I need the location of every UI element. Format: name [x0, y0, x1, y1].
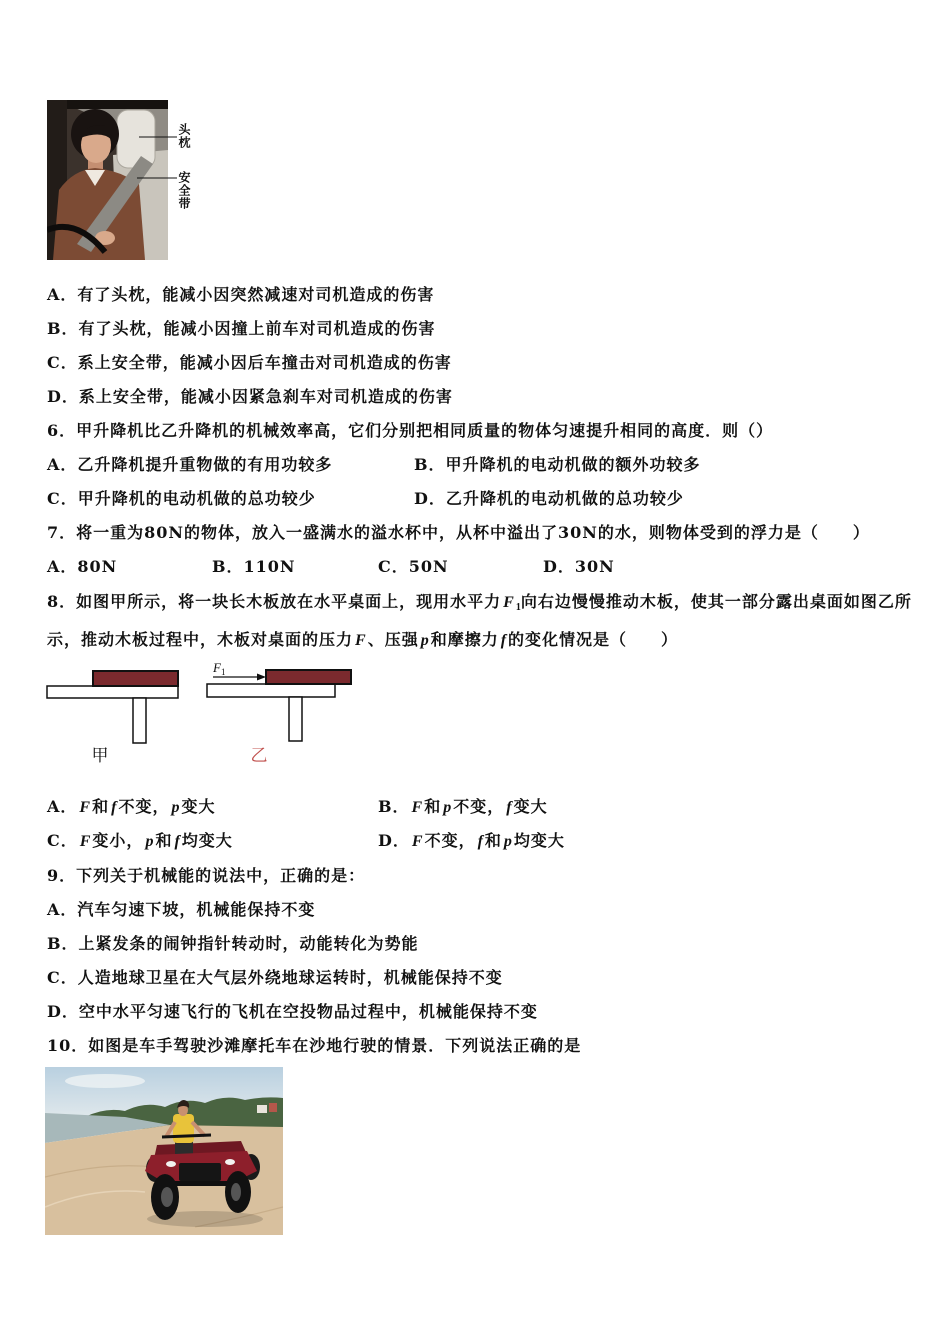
var-symbol: F	[411, 799, 423, 816]
headlight-right	[225, 1159, 235, 1165]
q10-stem: 10．如图是车手驾驶沙滩摩托车在沙地行驶的情景．下列说法正确的是	[47, 1036, 582, 1055]
q8-option-b	[378, 796, 548, 818]
q9-option-a: A．汽车匀速下坡，机械能保持不变	[47, 900, 316, 919]
q6-option-b: B．甲升降机的电动机做的额外功较多	[414, 455, 701, 474]
force-label-symbol: F	[213, 660, 221, 675]
q8-stem-text: 和摩擦力	[430, 630, 499, 649]
var-symbol: f	[111, 799, 117, 816]
var-symbol: F	[79, 833, 91, 850]
option-letter: C．	[47, 831, 78, 850]
option-text: 和	[92, 797, 110, 816]
q9-option-d: D．空中水平匀速飞行的飞机在空投物品过程中，机械能保持不变	[47, 1002, 538, 1021]
var-symbol: p	[503, 833, 512, 850]
q5-option-d: D．系上安全带，能减小因紧急刹车对司机造成的伤害	[47, 387, 453, 406]
var-symbol: f	[506, 799, 512, 816]
q8-stem-text: 的变化情况是（ ）	[508, 630, 679, 649]
rider-shorts	[175, 1141, 193, 1155]
seatbelt-label: 安全带	[177, 171, 191, 210]
q9-option-c: C．人造地球卫星在大气层外绕地球运转时，机械能保持不变	[47, 968, 503, 987]
q6-option-a: A．乙升降机提升重物做的有用功较多	[47, 455, 333, 474]
option-text: 和	[155, 831, 173, 850]
front-hub-right	[231, 1183, 241, 1201]
q9-stem: 9．下列关于机械能的说法中，正确的是：	[47, 866, 366, 885]
q7-option-c: C．50N	[378, 557, 449, 576]
caption-jia: 甲	[91, 746, 109, 766]
force-subscript: 1	[515, 602, 521, 613]
q8-stem-text: 、压强	[367, 630, 419, 649]
q8-stem-text: 示，推动木板过程中，木板对桌面的压力	[47, 630, 354, 649]
option-text: 均变大	[513, 831, 565, 850]
atv-grille	[179, 1163, 221, 1181]
force-label-subscript: 1	[220, 667, 226, 677]
friction-symbol: f	[500, 632, 507, 649]
headrest-label: 头枕	[177, 123, 191, 149]
q10-atv-photo	[45, 1067, 283, 1235]
option-text: 不变，	[453, 797, 505, 816]
option-text: 均变大	[181, 831, 233, 850]
var-symbol: f	[174, 833, 180, 850]
rider-shirt	[173, 1114, 194, 1143]
q6-stem: 6．甲升降机比乙升降机的机械效率高，它们分别把相同质量的物体匀速提升相同的高度．则（）	[47, 421, 774, 440]
option-text: 变小，	[92, 831, 144, 850]
var-symbol: f	[477, 833, 483, 850]
table-top-jia	[47, 686, 178, 698]
q8-stem-line-1	[47, 591, 912, 613]
var-symbol: F	[411, 833, 423, 850]
option-letter: D．	[378, 831, 410, 850]
option-text: 和	[484, 831, 502, 850]
var-symbol: F	[79, 799, 91, 816]
option-text: 变大	[181, 797, 216, 816]
handlebar	[162, 1135, 211, 1137]
q5-option-a: A．有了头枕，能减小因突然减速对司机造成的伤害	[47, 285, 435, 304]
q8-option-c	[47, 830, 233, 852]
force-label	[212, 660, 225, 677]
q5-option-b: B．有了头枕，能减小因撞上前车对司机造成的伤害	[47, 319, 436, 338]
force-symbol: F	[503, 594, 514, 611]
q8-stem-text: 向右边慢慢推动木板，使其一部分露出桌面如图乙所	[520, 592, 912, 611]
q8-option-d	[378, 830, 565, 852]
q7-option-d: D．30N	[543, 557, 615, 576]
table-leg-yi	[289, 697, 302, 741]
option-letter: B．	[378, 797, 410, 816]
q8-stem-line-2	[47, 629, 678, 651]
option-text: 变大	[513, 797, 548, 816]
board-jia	[93, 671, 178, 686]
option-text: 不变，	[118, 797, 170, 816]
q7-option-b: B．110N	[212, 557, 296, 576]
figure-jia	[47, 671, 178, 766]
distant-building-roof	[269, 1103, 277, 1112]
q5-option-c: C．系上安全带，能减小因后车撞击对司机造成的伤害	[47, 353, 452, 372]
q9-option-b: B．上紧发条的闹钟指针转动时，动能转化为势能	[47, 934, 419, 953]
q5-figure	[47, 100, 195, 260]
option-text: 和	[424, 797, 442, 816]
table-leg-jia	[133, 698, 146, 743]
var-symbol: p	[145, 833, 154, 850]
q8-option-a	[47, 796, 215, 818]
front-bumper	[173, 1181, 229, 1186]
pressure-symbol: p	[420, 632, 429, 649]
q8-figure	[45, 658, 365, 768]
force-arrow-head	[257, 674, 266, 681]
pressure-force-symbol: F	[355, 632, 366, 649]
option-text: 不变，	[424, 831, 476, 850]
q6-option-c: C．甲升降机的电动机做的总功较少	[47, 489, 316, 508]
table-top-yi	[207, 684, 335, 697]
front-hub-left	[161, 1187, 173, 1207]
headrest	[117, 110, 155, 168]
board-yi	[266, 670, 351, 684]
var-symbol: p	[443, 799, 452, 816]
option-letter: A．	[47, 797, 78, 816]
cloud	[65, 1074, 145, 1088]
q8-stem-text: 8．如图甲所示，将一块长木板放在水平桌面上，现用水平力	[47, 592, 502, 611]
q7-stem: 7．将一重为80N的物体，放入一盛满水的溢水杯中，从杯中溢出了30N的水，则物体受到的浮力是（ ）	[47, 523, 870, 542]
q6-option-d: D．乙升降机的电动机做的总功较少	[414, 489, 684, 508]
var-symbol: p	[171, 799, 180, 816]
caption-yi: 乙	[250, 746, 268, 766]
headlight-left	[166, 1161, 176, 1167]
distant-building	[257, 1105, 267, 1113]
figure-yi	[207, 660, 351, 766]
q7-option-a: A．80N	[47, 557, 118, 576]
driver-photo	[47, 100, 168, 260]
